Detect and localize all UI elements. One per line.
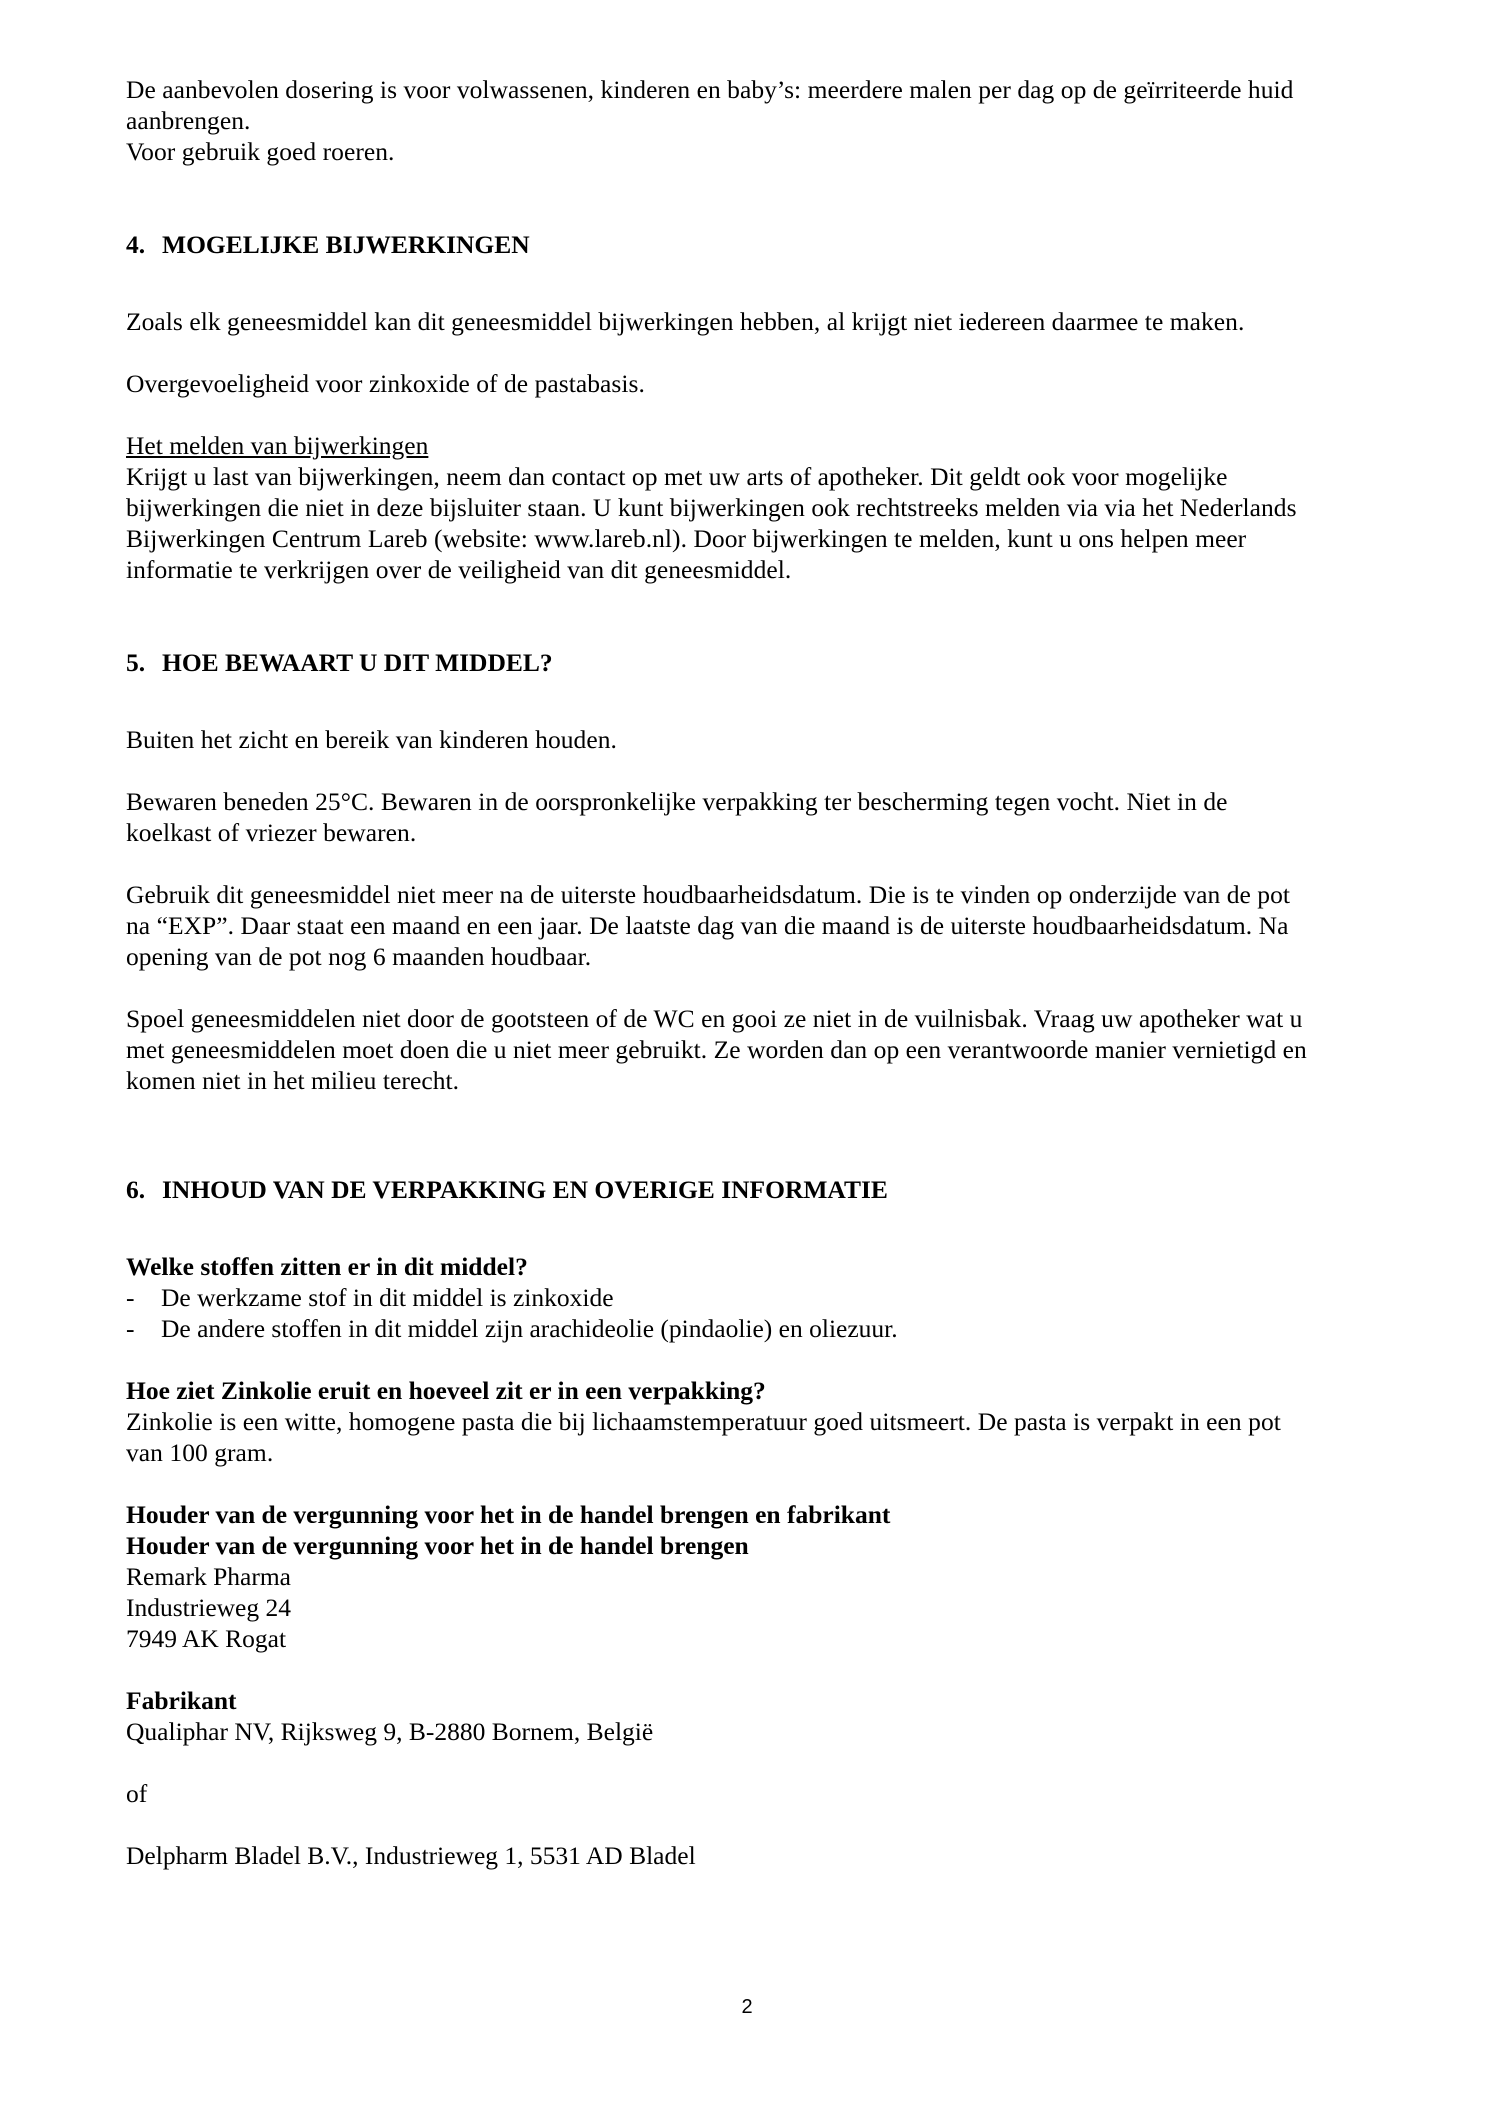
dosage-paragraph: De aanbevolen dosering is voor volwassenen, kinderen en baby’s: meerdere malen per dag op de geïrriteerde huid aanbrengen. [126,75,1294,135]
section-number-6: 6. [126,1175,146,1204]
spacer [126,972,1311,1003]
spacer [126,1747,1311,1778]
manufacturer-secondary-address: Delpharm Bladel B.V., Industrieweg 1, 5531 AD Bladel [126,1841,696,1870]
spacer [126,1344,1311,1375]
holder-street-address: Industrieweg 24 [126,1593,292,1622]
spacer [126,1809,1311,1840]
list-item-label: De werkzame stof in dit middel is zinkoxide [161,1283,614,1312]
section-number-5: 5. [126,648,146,677]
stir-instruction-line: Voor gebruik goed roeren. [126,137,395,166]
list-item [126,1282,1311,1313]
section-title-5: HOE BEWAART U DIT MIDDEL? [162,648,553,677]
spacer [126,1468,1311,1499]
composition-list [126,1282,1311,1344]
spacer [126,585,1311,647]
holder-postal-city: 7949 AK Rogat [126,1624,287,1653]
section-heading-6 [126,1174,1311,1205]
page-content [126,74,1311,1871]
storage-temperature-paragraph: Bewaren beneden 25°C. Bewaren in de oorspronkelijke verpakking ter bescherming tegen vocht. Niet in de koelkast of vriezer bewaren. [126,787,1228,847]
section-title-4: MOGELIJKE BIJWERKINGEN [162,230,530,259]
holder-company-name: Remark Pharma [126,1562,291,1591]
hypersensitivity-paragraph: Overgevoeligheid voor zinkoxide of de pastabasis. [126,369,645,398]
section-title-6: INHOUD VAN DE VERPAKKING EN OVERIGE INFORMATIE [162,1175,888,1204]
spacer [126,848,1311,879]
expiry-date-paragraph: Gebruik dit geneesmiddel niet meer na de uiterste houdbaarheidsdatum. Die is te vinden op onderzijde van de pot na “EXP”. Daar staat een maand en een jaar. De laatste dag van die maand is de uiterste houdbaarheidsdatum. Na opening van de pot nog 6 maanden houdbaar. [126,880,1291,971]
dash-bullet-icon: - [126,1283,135,1312]
marketing-authorisation-holder-heading: Houder van de vergunning voor het in de handel brengen [126,1531,749,1560]
list-item [126,1313,1311,1344]
side-effects-intro-paragraph: Zoals elk geneesmiddel kan dit geneesmiddel bijwerkingen hebben, al krijgt niet iedereen daarmee te maken. [126,307,1245,336]
reporting-subheading-wrapper [126,430,1311,461]
section-heading-5 [126,647,1311,678]
spacer [126,399,1311,430]
spacer [126,755,1311,786]
dash-bullet-icon: - [126,1314,135,1343]
list-item-label: De andere stoffen in dit middel zijn arachideolie (pindaolie) en oliezuur. [161,1314,898,1343]
appearance-paragraph: Zinkolie is een witte, homogene pasta die bij lichaamstemperatuur goed uitsmeert. De pasta is verpakt in een pot van 100 gram. [126,1407,1281,1467]
manufacturer-heading: Fabrikant [126,1686,237,1715]
section-number-4: 4. [126,230,146,259]
spacer [126,1654,1311,1685]
disposal-paragraph: Spoel geneesmiddelen niet door de gootsteen of de WC en gooi ze niet in de vuilnisbak. Vraag uw apotheker wat u met geneesmiddelen moet doen die u niet meer gebruikt. Ze worden dan op een verantwoorde manier vernietigd en komen niet in het milieu terecht. [126,1004,1307,1095]
spacer [126,1205,1311,1251]
reporting-paragraph: Krijgt u last van bijwerkingen, neem dan contact op met uw arts of apotheker. Dit geldt ook voor mogelijke bijwerkingen die niet in deze bijsluiter staan. U kunt bijwerkingen ook rechtstreeks melden via via het Nederlands Bijwerkingen Centrum Lareb (website: www.lareb.nl). Door bijwerkingen te melden, kunt u ons helpen meer informatie te verkrijgen over de veiligheid van dit geneesmiddel. [126,462,1297,584]
spacer [126,260,1311,306]
manufacturer-conjunction: of [126,1779,148,1808]
reporting-subheading: Het melden van bijwerkingen [126,431,429,460]
spacer [126,678,1311,724]
page-number: 2 [741,1996,753,2018]
marketing-authorisation-combined-heading: Houder van de vergunning voor het in de handel brengen en fabrikant [126,1500,891,1529]
composition-heading: Welke stoffen zitten er in dit middel? [126,1252,528,1281]
section-heading-4 [126,229,1311,260]
manufacturer-primary-address: Qualiphar NV, Rijksweg 9, B-2880 Bornem, België [126,1717,654,1746]
storage-keep-away-paragraph: Buiten het zicht en bereik van kinderen houden. [126,725,617,754]
appearance-heading: Hoe ziet Zinkolie eruit en hoeveel zit er in een verpakking? [126,1376,766,1405]
spacer [126,167,1311,229]
spacer [126,337,1311,368]
spacer [126,1096,1311,1174]
